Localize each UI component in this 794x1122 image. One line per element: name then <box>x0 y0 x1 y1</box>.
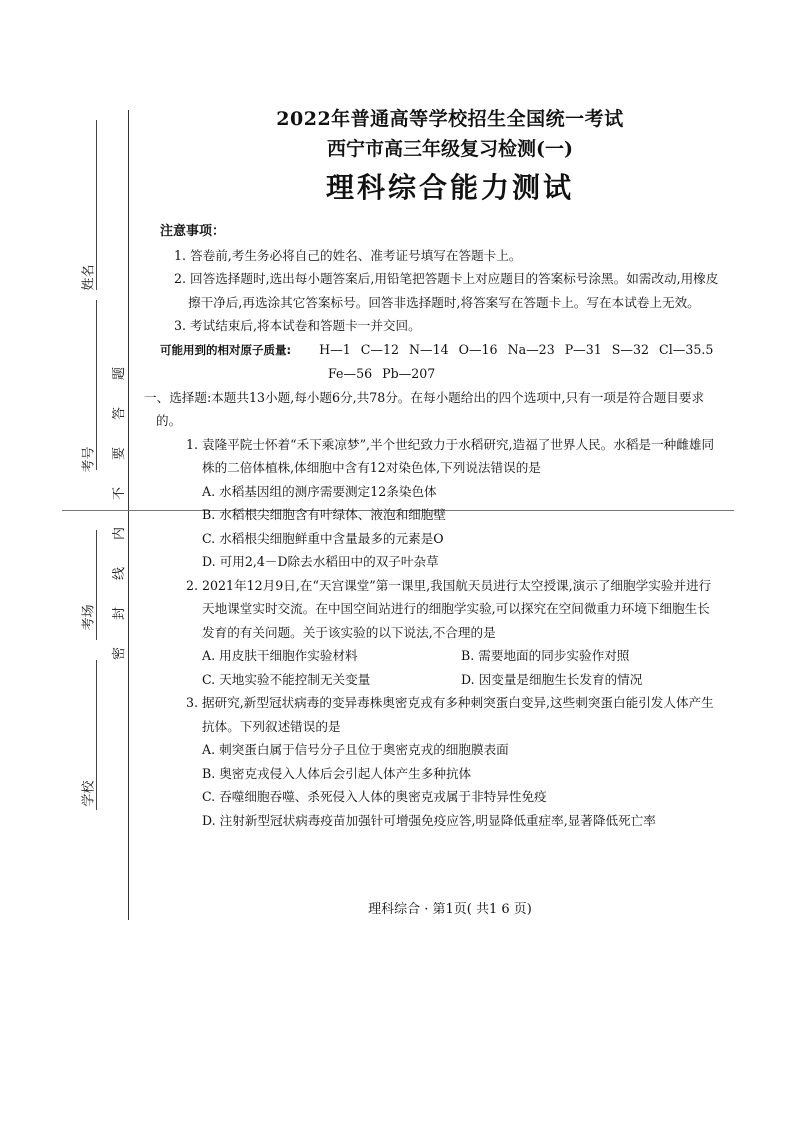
atomic-mass-row <box>160 338 720 363</box>
exam-room-label: 考场 <box>81 604 97 631</box>
atomic-mass-label: 可能用到的相对原子质量: <box>160 342 292 357</box>
notice-item: 3. 考试结束后,将本试卷和答题卡一并交回。 <box>174 318 421 333</box>
page-footer: 理科综合 · 第1页( 共1 6 页) <box>368 902 532 917</box>
seal-char: 密 <box>112 646 128 661</box>
notice-item: 2. 回答选择题时,选出每小题答案后,用铅笔把答题卡上对应题目的答案标号涂黑。如需改动,用橡皮擦干净后,再选涂其它答案标号。回答非选择题时,将答案写在答题卡上。写在本试卷上无效。 <box>174 271 719 310</box>
notice-item: 1. 答卷前,考生务必将自己的姓名、准考证号填写在答题卡上。 <box>174 247 522 263</box>
question-option: B. 奥密克戎侵入人体后会引起人体产生多种抗体 <box>202 765 472 781</box>
exam-content <box>144 220 720 832</box>
exam-subject-title: 理科综合能力测试 <box>325 171 574 204</box>
seal-char: 要 <box>112 446 128 461</box>
exam-room-blank-line <box>96 530 97 640</box>
seal-char: 题 <box>112 366 128 381</box>
question-option: D. 可用2,4－D除去水稻田中的双子叶杂草 <box>202 554 439 569</box>
school-label: 学校 <box>81 780 97 807</box>
seal-char: 答 <box>112 406 128 421</box>
question-option: A. 刺突蛋白属于信号分子且位于奥密克戎的细胞膜表面 <box>202 742 509 757</box>
exam-title-line1: 2022年普通高等学校招生全国统一考试 <box>276 108 624 130</box>
option-row <box>160 644 720 668</box>
question-option: A. 用皮肤干细胞作实验材料 <box>202 648 358 663</box>
question-stem: 3. 据研究,新型冠状病毒的变异毒株奥密克戎有多种刺突蛋白变异,这些刺突蛋白能引发人体产生抗体。下列叙述错误的是 <box>186 695 714 734</box>
exam-number-blank-line <box>96 300 97 470</box>
question-option: D. 因变量是细胞生长发育的情况 <box>461 671 643 687</box>
atomic-mass-values: H—1 C—12 N—14 O—16 Na—23 P—31 S—32 Cl—35.5 <box>319 341 714 357</box>
option-row <box>160 668 720 692</box>
question-stem: 1. 袁隆平院士怀着“禾下乘凉梦”,半个世纪致力于水稻研究,造福了世界人民。水稻是一种雌雄同株的二倍体植株,体细胞中含有12对染色体,下列说法错误的是 <box>186 436 715 475</box>
question-option: D. 注射新型冠状病毒疫苗加强针可增强免疫应答,明显降低重症率,显著降低死亡率 <box>202 812 656 828</box>
question-option: C. 天地实验不能控制无关变量 <box>202 671 371 687</box>
seal-char: 不 <box>112 486 128 501</box>
question-option: C. 水稻根尖细胞鲜重中含量最多的元素是O <box>202 530 444 546</box>
seal-char: 线 <box>112 566 128 581</box>
seal-char: 封 <box>112 606 128 621</box>
question-stem: 2. 2021年12月9日,在“天宫课堂”第一课里,我国航天员进行太空授课,演示了细胞学实验并进行天地课堂实时交流。在中国空间站进行的细胞学实验,可以探究在空间微重力环境下细胞生长发育的有关问题。关于该实验的以下说法,不合理的是 <box>186 577 712 640</box>
atomic-mass-values-2: Fe—56 Pb—207 <box>328 366 436 381</box>
question-option: B. 水稻根尖细胞含有叶绿体、液泡和细胞壁 <box>202 507 446 522</box>
notice-heading: 注意事项： <box>160 224 226 239</box>
section-heading: 一、选择题:本题共13小题,每小题6分,共78分。在每小题给出的四个选项中,只有一项是符合题目要求的。 <box>144 389 705 428</box>
question-option: B. 需要地面的同步实验作对照 <box>461 648 630 663</box>
school-blank-line <box>96 660 97 810</box>
binding-margin <box>0 0 150 1122</box>
binding-fold-line <box>128 110 129 920</box>
exam-title-line2: 西宁市高三年级复习检测(一) <box>327 138 573 160</box>
exam-number-label: 考号 <box>81 446 97 473</box>
question-option: A. 水稻基因组的测序需要测定12条染色体 <box>202 483 437 499</box>
seal-char: 内 <box>112 526 128 541</box>
name-label: 姓名 <box>81 264 97 291</box>
question-option: C. 吞噬细胞吞噬、杀死侵入人体的奥密克戎属于非特异性免疫 <box>202 789 547 804</box>
name-blank-line <box>96 120 97 290</box>
